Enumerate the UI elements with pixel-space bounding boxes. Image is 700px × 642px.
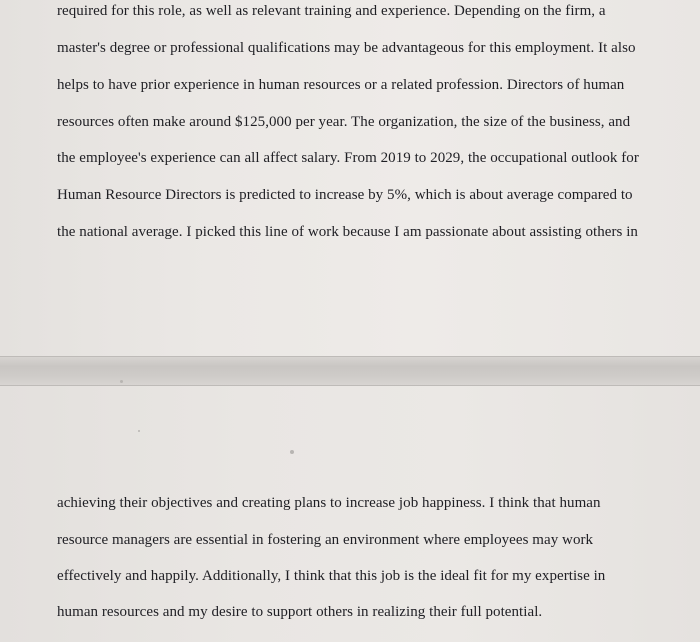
paragraph-line: resource managers are essential in fostering an environment where employees may work — [57, 532, 594, 548]
paragraph-line: effectively and happily. Additionally, I think that this job is the ideal fit for my expertise in — [57, 568, 606, 584]
paragraph-line: helps to have prior experience in human resources or a related profession. Directors of human — [57, 77, 625, 93]
paper-speck — [138, 430, 140, 432]
page-break-top-edge — [0, 356, 700, 357]
paragraph-line: Human Resource Directors is predicted to increase by 5%, which is about average compared to — [57, 187, 633, 203]
page-break — [0, 356, 700, 386]
paragraph-line: master's degree or professional qualifications may be advantageous for this employment. It also — [57, 40, 636, 56]
paragraph-line: human resources and my desire to support others in realizing their full potential. — [57, 604, 543, 620]
paper-speck — [290, 450, 294, 454]
paragraph-line: resources often make around $125,000 per year. The organization, the size of the business, and — [57, 114, 631, 130]
paragraph-line: required for this role, as well as relevant training and experience. Depending on the firm, a — [57, 3, 606, 19]
paper-speck — [120, 380, 123, 383]
paragraph-line: achieving their objectives and creating plans to increase job happiness. I think that human — [57, 495, 601, 511]
paragraph-line: the national average. I picked this line of work because I am passionate about assisting others in — [57, 224, 638, 240]
paragraph-line: the employee's experience can all affect salary. From 2019 to 2029, the occupational outlook for — [57, 150, 639, 166]
